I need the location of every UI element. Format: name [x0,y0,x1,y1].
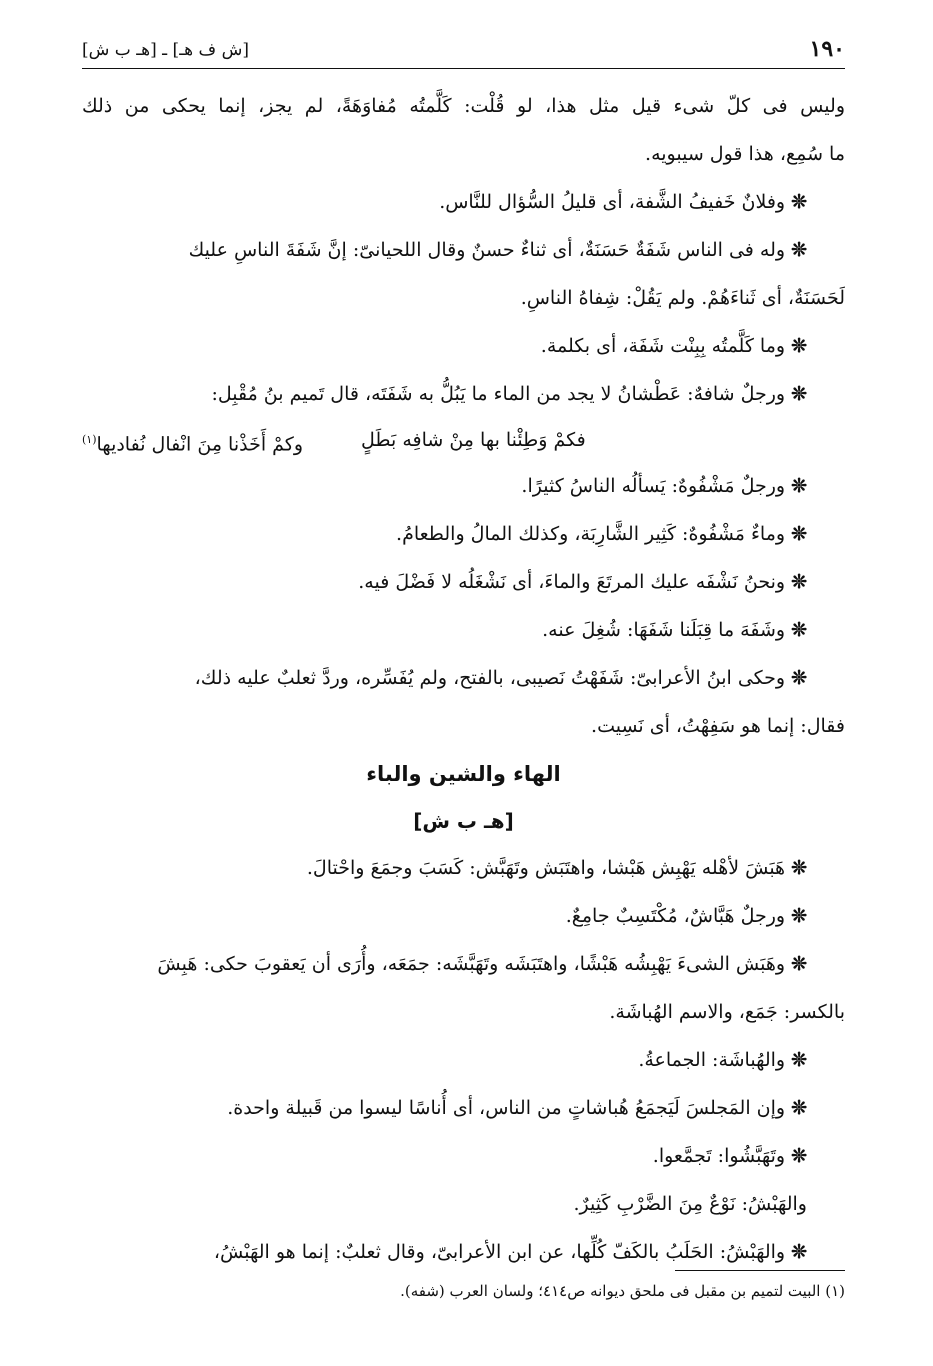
entry-star-icon: ❊ [791,335,807,357]
entry-line [82,558,845,606]
entry-text: وما كَلَّمتُه بِبِنْت شَفَة، أى بكلمة. [540,335,786,357]
entry-text: هَبَشَ لأهْله يَهْبِش هَبْشا، واهتَبَش وتَهَبَّش: كَسَبَ وجمَعَ واحْتالَ. [306,857,786,879]
entry-line [82,462,845,510]
entry-text: والهُباشَة: الجماعةُ. [638,1049,786,1071]
entry-star-icon: ❊ [791,667,807,689]
text-line: ما سُمِع، هذا قول سيبويه. [645,143,845,165]
page-number: ١٩٠ [809,36,845,62]
text-line: بالكسر: جَمَع، والاسم الهُباشَة. [609,1001,845,1023]
entry-star-icon: ❊ [791,239,807,261]
entry-line [82,370,845,418]
entry-line [82,844,845,892]
entry-line [82,510,845,558]
footnote-marker: (١) [82,433,97,446]
entry-text: ونحنُ نَشْفَه عليك المرتَعَ والماءَ، أى نَشْغَلُه لا فَضْلَ فيه. [358,571,786,593]
entry-line [82,322,845,370]
entry-line [82,178,845,226]
verse-second-hemistich [82,418,303,462]
entry-line [82,654,845,702]
entry-text: والهَبْشُ: الحَلَبُ بالكَفّ كُلِّها، عن ابن الأعرابىّ، وقال ثعلبٌ: إنما هو الهَبْشُ، [213,1241,786,1263]
page-body [82,82,845,1276]
entry-text: وله فى الناس شَفَةٌ حَسَنَةٌ، أى ثناءٌ حسنٌ وقال اللحيانىّ: إنَّ شَفَةَ الناسِ عليك [188,239,786,261]
entry-star-icon: ❊ [791,1049,807,1071]
entry-line [82,940,845,988]
entry-star-icon: ❊ [791,475,807,497]
entry-text: وإن المَجلسَ لَيَجمَعُ هُباشاتٍ من الناس، أى أُناسًا ليسوا من قَبيلة واحدة. [227,1097,786,1119]
verse-second-hemistich-text: وكمْ أَخَذْنا مِنَ انْفال نُفاديها [96,433,304,456]
text-line: لَحَسَنَةٌ، أى ثَناءَهُمْ. ولم يَقُلْ: شِفاهُ الناسِ. [520,287,845,309]
entry-star-icon: ❊ [791,191,807,213]
text-line: وليس فى كلّ شىء قيل مثل هذا، لو قُلْت: كَلَّمتُه مُفاوَهَةً، لم يجز، إنما يحكى من ذلك [82,95,845,117]
entry-text: ورجلٌ مَشْفُوهٌ: يَسألُه الناسُ كثيرًا. [521,475,786,497]
entry-text: ورجلٌ هَبَّاشٌ، مُكْتَسِبٌ جامِعٌ. [565,905,786,927]
entry-star-icon: ❊ [791,953,807,975]
entry-star-icon: ❊ [791,905,807,927]
entry-star-icon: ❊ [791,523,807,545]
entry-text: وماءٌ مَشْفُوهٌ: كَثِير الشَّارِبَة، وكذلك المالُ والطعامُ. [396,523,786,545]
entry-text: ورجلٌ شافهٌ: عَطْشانُ لا يجد من الماء ما يَبُلُّ به شَفَتَه، قال تَميم بنُ مُقْبِل: [211,383,786,405]
entry-star-icon: ❊ [791,1145,807,1167]
entry-line [82,1084,845,1132]
footnote: (١) البيت لتميم بن مقبل فى ملحق ديوانه ص٤١٤؛ ولسان العرب (شفه). [400,1282,845,1300]
text-line: فقال: إنما هو سَفِهْتُ، أى نَسِيت. [591,715,845,737]
root-title: [هـ ب ش] [413,809,514,833]
entry-line [82,1132,845,1180]
entry-line [82,226,845,274]
entry-line [82,606,845,654]
entry-text: وتَهَبَّشُوا: تَجمَّعوا. [652,1145,786,1167]
entry-text: وشَفَهَ ما قِبَلَنا شَفَهَا: شُغِلَ عنه. [542,619,786,641]
section-title: الهاء والشين والباء [366,762,561,786]
entry-star-icon: ❊ [791,383,807,405]
entry-star-icon: ❊ [791,619,807,641]
entry-line [82,1036,845,1084]
entry-star-icon: ❊ [791,1241,807,1263]
entry-text: وفلانٌ خَفيفُ الشَّفة، أى قليلُ السُّؤال للنَّاس. [439,191,786,213]
text-line: والهَبْشُ: نَوْعٌ مِنَ الضَّرْبِ كَثِيرٌ. [573,1193,807,1215]
entry-star-icon: ❊ [791,571,807,593]
entry-star-icon: ❊ [791,857,807,879]
entry-star-icon: ❊ [791,1097,807,1119]
entry-line [82,892,845,940]
poetry-verse [82,418,845,462]
verse-first-hemistich: فكمْ وَطِئْنا بها مِنْ شافِه بَطَلٍ [361,429,586,451]
entry-text: وحكى ابنُ الأعرابىّ: شَفَهْتُ نَصيبى، بالفتح، ولم يُفَسِّره، وردَّ ثعلبٌ عليه ذلك، [194,667,786,689]
entry-text: وهَبَش الشىءَ يَهْبِشُه هَبْشًا، واهتَبَشَه وتَهَبَّشَه: جمَعَه، وأُرَى أن يَعقوبَ حكى: هَبِشَ [157,953,786,975]
entry-line [82,1228,845,1276]
running-head: [ش ف هـ] ـ [هـ ب ش] [82,40,249,60]
page-header [82,34,845,69]
